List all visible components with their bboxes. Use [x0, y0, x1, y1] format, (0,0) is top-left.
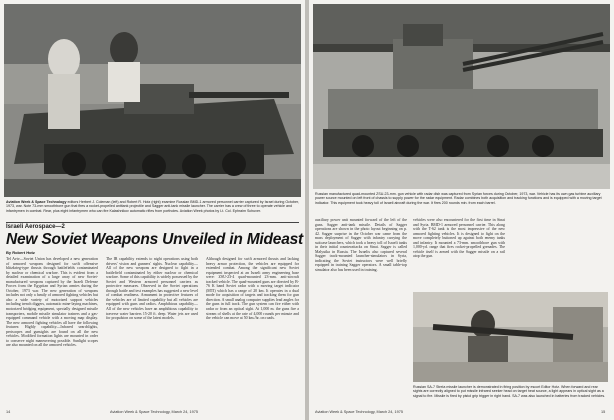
page-number-right: 15	[601, 410, 606, 414]
article-column-3: Although designed for swift armored thrusts and lacking heavy armor protection, the vehicles are equipped for extended combat. Among the significant new Soviet equipment inspected at an Israeli army engineering base were: ZSU-23-4 quad-mounted 23-mm. anti-aircraft tracked vehicle. The quad-mounted guns are directed by B-76 K band Soviet radar with a moving target indicator (MTI) which has a range of 20 km. It operates in a dual mode for acquisition of targets and tracking them for gun direction. A small analog computer supplies lead angles for the guns in full track. The gun system can fire either with radar or from an optical sight. At 1,000 m. the guns fire a stream of shells at the rate of 4,000 rounds per minute and the vehicle can move at 50 km./hr. on roads.	[206, 257, 299, 321]
sa7-strela-photo	[413, 292, 608, 382]
right-page	[309, 0, 614, 420]
page-number-left: 14	[6, 410, 11, 414]
section-label: Israeli Aerospace—2	[6, 224, 65, 230]
article-column-2: The IR capability extends to night operations using both drivers' vision and gunners' sights. Nuclear capability—All of the new weapons are designed to fight in a battlefield contaminated by either nuclear or chemical warfare. Some of this capability is widely possessed by the Soviet and Western armored personnel carriers as protective measures. Observed in the Soviet operations through battle and test examples has suggested a new level of combat readiness. Armament in protective features of the vehicles are of limited capability but all vehicles are equipped with guns and radios. Amphibious capability—All of the new vehicles have an amphibious capability to traverse water barriers 15-20 ft. deep. Water jets are used for propulsion on some of the latest models.	[106, 257, 198, 321]
bmd-carrier-photo	[4, 4, 301, 197]
footer-issue-right: Aviation Week & Space Technology, March 24, 1975	[315, 410, 403, 414]
caption-credit: Aviation Week & Space Technology	[6, 200, 67, 204]
caption-text: editors Herbert J. Coleman (left) and Robert R. Hotz (right) examine Russian BMD-1 armored personnel carrier captured by Israel during October, 1973, war. Note 73-mm smoothbore gun that fires a rocket-propelled antitank projectile and Sagger anti-tank missile launcher. The carrier has a crew of three to operate vehicle and infantrymen in combat. Rear, plus eight infantrymen who can fire Kalashnikov automatic rifles from portholes. Aviation Week photos by Lt. Col. Ephraim Schuver.	[6, 200, 299, 213]
photo-caption	[6, 200, 299, 220]
article-column-1: Tel Aviv—Soviet Union has developed a new generation of armored weapons designed for swift offensive blitzkrieg-type thrusts through battlefields contaminated by nuclear or chemical warfare. This is evident from a detailed examination of a large array of new Soviet-manufactured weapons captured by the Israeli Defense Forces from the Egyptian and Syrian armies during the October, 1973 war. The new generation of weapons includes not only a family of armored fighting vehicles but also a wide variety of motorized support vehicles including trench diggers, automatic mine-laying machines, motorized bridging equipment, specially designed missile transporters, mobile missile simulator trainers and a gas-equipped command vehicle with a moving map display. The new armored fighting vehicles all have the following features: Highly capability—Infrared searchlights, periscopes and gunsights are found on all the new vehicles. Modified formation lights are mounted in order to conserve night maneuvering possible. Sunlight scopes are also mounted on all the armored vehicles.	[6, 257, 98, 348]
section-rule	[6, 222, 299, 223]
right-column-1: auxiliary power unit mounted forward of the left of the guns. Sagger anti-tank missile. Details of Sagger operations are shown in the photo layout beginning on p. 42. Sagger surprise in the October war came from the mass deployment of Sagger with infantry carrying the suitcase launchers, which took a heavy toll of Israeli tanks in their initial counterattacks on Sinai. Sagger is called Malyutka in Russia. The Israelis also captured several Sagger track-mounted launcher-simulators in Syria, indicating the Soviet instructors were well briefly equipped in training Sagger operators. A small table-top simulator also has been used in training.	[315, 218, 407, 273]
left-page	[0, 0, 305, 420]
lower-photo-caption: Russian SA-7 Strela missile launcher is demonstrated in firing position by escort Editor Hotz. When forward and rear sights are correctly aligned to put missile infrared seeker head on target heat source, a light appears in optical sight as a signal to fire. Missile is fired by pistol grip trigger in right hand. SA-7 was also launched in batteries from tracked vehicles.	[413, 385, 606, 398]
top-photo-caption: Russian manufactured quad-mounted ZSU-23-mm. gun vehicle with radar dish was captured from Syrian forces during October, 1973, war. Vehicle has its own gas turbine auxiliary power source mounted on left front of chassis to supply power for the radar equipment. Radar combines both acquisition and tracking functions and is equipped with a moving target indicator. This equipment took heavy toll of Israeli aircraft during the war. It fires 200 rounds min. from each barrel.	[315, 192, 602, 205]
right-column-2: vehicles were also encountered for the first time in Sinai and Syria. BMD-1 armored personnel carrier. This along with the T-62 tank is the most impressive of the new armored fighting vehicles. It is designed to fight on the move completely buttoned up against both enemy tanks and infantry. It mounted a 73-mm. smoothbore gun with 1,000-yd. range that fires rocket-propelled grenades. The vehicle itself is armed with the Sagger missile on a rail atop the gun.	[413, 218, 505, 259]
byline: By Robert Hotz	[6, 250, 35, 255]
article-headline: New Soviet Weapons Unveiled in Mideast	[6, 231, 304, 248]
footer-issue-left: Aviation Week & Space Technology, March 24, 1975	[110, 410, 198, 414]
zsu-gun-vehicle-photo	[313, 4, 610, 189]
